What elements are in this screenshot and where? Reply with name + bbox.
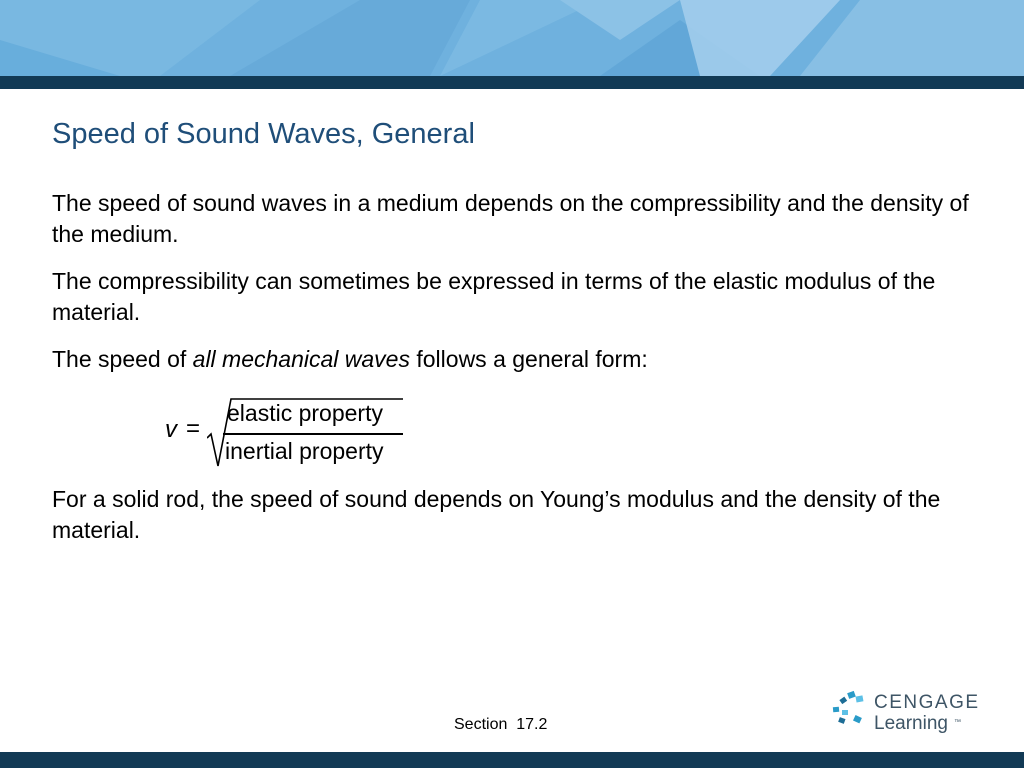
speed-formula <box>165 396 415 472</box>
banner-shapes <box>0 0 1024 76</box>
logo-trademark: ™ <box>954 719 961 726</box>
emphasis-mechanical-waves: all mechanical waves <box>192 346 410 372</box>
header-banner <box>0 0 1024 76</box>
cengage-mark-icon <box>830 690 870 730</box>
slide-title: Speed of Sound Waves, General <box>52 118 475 150</box>
formula-variable: v <box>165 416 177 443</box>
section-label: Section 17.2 <box>454 716 548 733</box>
formula-numerator: elastic property <box>227 400 383 426</box>
publisher-logo <box>830 690 990 740</box>
logo-wordmark: CENGAGE <box>874 692 980 713</box>
header-rule <box>0 76 1024 89</box>
footer-rule <box>0 752 1024 768</box>
paragraph-general-form <box>52 344 982 375</box>
paragraph-compressibility: The compressibility can sometimes be expressed in terms of the elastic modulus of the material. <box>52 268 936 325</box>
paragraph-general-form-tail: follows a general form: <box>409 346 648 372</box>
logo-subtitle: Learning <box>874 713 948 734</box>
formula-equals: = <box>186 415 201 442</box>
fraction-bar <box>223 433 403 435</box>
paragraph-solid-rod: For a solid rod, the speed of sound depends on Young’s modulus and the density of the material. <box>52 486 941 543</box>
formula-denominator: inertial property <box>225 438 384 464</box>
paragraph-general-form-lead: The speed of <box>52 346 193 372</box>
paragraph-density: The speed of sound waves in a medium depends on the compressibility and the density of the medium. <box>52 190 969 247</box>
